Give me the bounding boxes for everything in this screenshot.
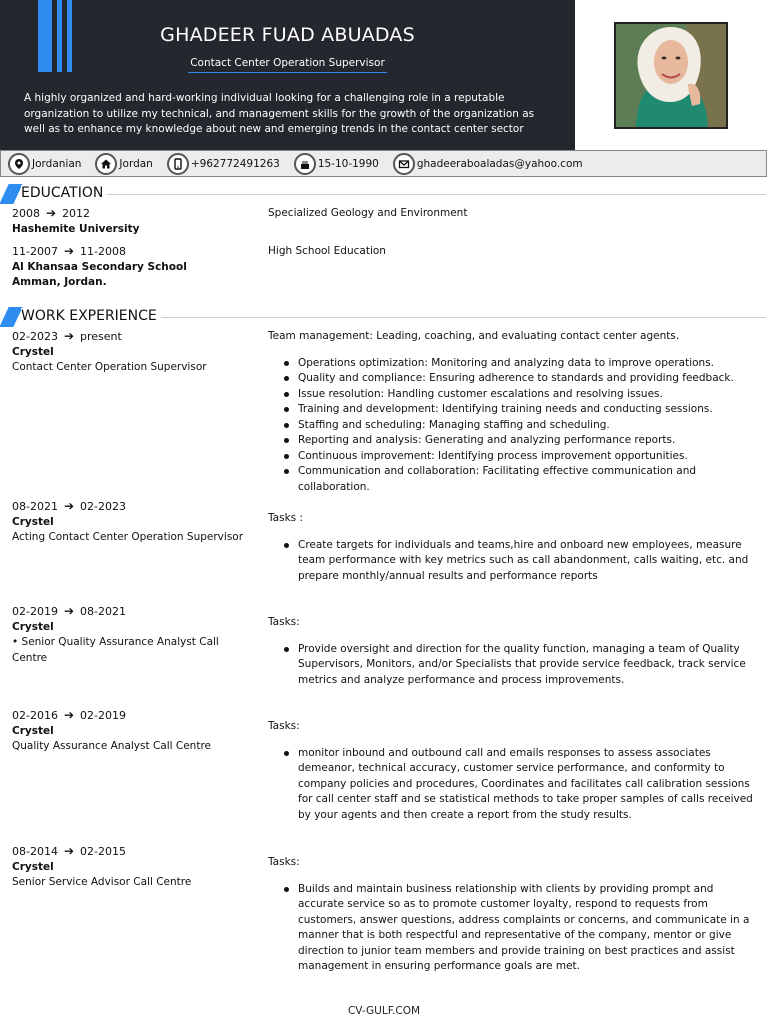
list-item: Reporting and analysis: Generating and analyzing performance reports.: [268, 433, 758, 449]
date-range: 08-2014 ➔ 02-2015: [12, 844, 126, 858]
date-range: 2008 ➔ 2012: [12, 206, 91, 220]
school-name: Hashemite University: [12, 222, 140, 235]
company-name: Crystel: [12, 724, 54, 737]
contact-bar: [0, 150, 767, 177]
person-name: GHADEER FUAD ABUADAS: [160, 24, 415, 46]
date-range: 08-2021 ➔ 02-2023: [12, 499, 126, 513]
job-intro: Tasks:: [268, 720, 300, 732]
list-item: Communication and collaboration: Facilitating effective communication and collaboration.: [268, 464, 758, 495]
arrow-right-icon: ➔: [63, 499, 75, 513]
arrow-right-icon: ➔: [63, 244, 75, 258]
company-name: Crystel: [12, 620, 54, 633]
arrow-right-icon: ➔: [63, 604, 75, 618]
contact-birthdate: [294, 153, 379, 175]
job-entry: [12, 844, 252, 891]
date-range: 11-2007 ➔ 11-2008: [12, 244, 126, 258]
birthday-cake-icon: [294, 153, 316, 175]
arrow-right-icon: ➔: [63, 708, 75, 722]
section-accent-mark: [0, 184, 23, 204]
task-list: [268, 882, 758, 975]
job-description: [268, 329, 758, 495]
task-list: [268, 746, 758, 824]
job-entry: [12, 604, 227, 666]
school-name: Al Khansaa Secondary School Amman, Jordan.: [12, 260, 187, 288]
work-experience-heading: [0, 307, 768, 327]
job-intro: Tasks :: [268, 512, 304, 524]
job-role: Quality Assurance Analyst Call Centre: [12, 740, 211, 752]
task-list: [268, 642, 758, 689]
list-item: Continuous improvement: Identifying process improvement opportunities.: [268, 449, 758, 465]
nationality-text: Jordanian: [32, 157, 82, 170]
section-title: WORK EXPERIENCE: [21, 308, 161, 324]
contact-email[interactable]: [393, 153, 583, 175]
job-intro: Tasks:: [268, 616, 300, 628]
job-entry: [12, 329, 252, 376]
list-item: Issue resolution: Handling customer escalations and resolving issues.: [268, 387, 758, 403]
task-list: [268, 538, 758, 585]
list-item: Provide oversight and direction for the quality function, managing a team of Quality Supervisors, Monitors, and/or Specialists that provide service feedback, track service metrics and analyze performance and process improvements.: [268, 642, 758, 689]
birthdate-text: 15-10-1990: [317, 157, 379, 170]
job-role: Senior Service Advisor Call Centre: [12, 876, 192, 888]
arrow-right-icon: ➔: [63, 844, 75, 858]
job-role: Contact Center Operation Supervisor: [12, 361, 207, 373]
education-entry: [12, 206, 252, 237]
list-item: Staffing and scheduling: Managing staffing and scheduling.: [268, 418, 758, 434]
list-item: Training and development: Identifying training needs and conducting sessions.: [268, 402, 758, 418]
section-divider: [100, 194, 766, 195]
education-entry: [12, 244, 222, 291]
contact-location: [95, 153, 152, 175]
mobile-phone-icon: [167, 153, 189, 175]
location-text: Jordan: [119, 157, 153, 170]
job-intro: Tasks:: [268, 856, 300, 868]
contact-phone: [167, 153, 280, 175]
list-item: Quality and compliance: Ensuring adherence to standards and providing feedback.: [268, 371, 758, 387]
footer-site-link[interactable]: CV-GULF.COM: [347, 1005, 421, 1017]
contact-nationality: [8, 153, 81, 175]
date-range: 02-2016 ➔ 02-2019: [12, 708, 126, 722]
job-title: Contact Center Operation Supervisor: [188, 57, 387, 73]
arrow-right-icon: ➔: [46, 206, 57, 220]
summary: A highly organized and hard-working individual looking for a challenging role in a reputable organization to utilize my technical, and management skills for the growth of the organization as well as to enhance my knowledge about new and emerging trends in the contact center sector: [24, 92, 535, 135]
phone-text: +962772491263: [190, 157, 280, 170]
home-icon: [95, 153, 117, 175]
list-item: Builds and maintain business relationship with clients by providing prompt and accurate service so as to promote customer loyalty, respond to requests from customers, answer questions, address complaints or concerns, and communicate in a manner that is both respectful and representative of the company, mentor or give direction to junior team members and provide training on best practices and assist management in ensuring performance goals are met.: [268, 882, 758, 975]
date-range: 02-2023 ➔ present: [12, 329, 122, 343]
company-name: Crystel: [12, 345, 54, 358]
company-name: Crystel: [12, 515, 54, 528]
email-text[interactable]: ghadeeraboaladas@yahoo.com: [416, 157, 583, 170]
list-item: monitor inbound and outbound call and emails responses to assess associates demeanor, technical accuracy, customer service performance, and conformity to company policies and procedures, Coordinates and facilitates call calibration sessions for call center staff and se statistical methods to take proper samples of calls received by your agents and then create a report from the study results.: [268, 746, 758, 824]
section-accent-mark: [0, 307, 23, 327]
job-description: [268, 615, 758, 688]
job-entry: [12, 499, 252, 546]
header-banner: [0, 0, 575, 150]
job-intro: Team management: Leading, coaching, and evaluating contact center agents.: [268, 330, 680, 342]
profile-photo: [614, 22, 728, 129]
job-role: • Senior Quality Assurance Analyst Call Centre: [12, 636, 219, 664]
location-pin-icon: [8, 153, 30, 175]
degree: Specialized Geology and Environment: [268, 207, 468, 219]
section-title: EDUCATION: [21, 185, 107, 201]
list-item: Operations optimization: Monitoring and analyzing data to improve operations.: [268, 356, 758, 372]
job-description: [268, 719, 758, 823]
company-name: Crystel: [12, 860, 54, 873]
task-list: [268, 356, 758, 496]
education-heading: [0, 184, 768, 204]
date-range: 02-2019 ➔ 08-2021: [12, 604, 126, 618]
envelope-icon: [393, 153, 415, 175]
job-description: [268, 855, 758, 975]
list-item: Create targets for individuals and teams,hire and onboard new employees, measure team performance with key metrics such as call abandonment, calls waiting, etc. and prepare monthly/annual results and performance reports: [268, 538, 758, 585]
job-description: [268, 511, 758, 584]
job-entry: [12, 708, 252, 755]
degree: High School Education: [268, 245, 386, 257]
arrow-right-icon: ➔: [63, 329, 75, 343]
section-divider: [150, 317, 766, 318]
job-role: Acting Contact Center Operation Supervisor: [12, 531, 244, 543]
